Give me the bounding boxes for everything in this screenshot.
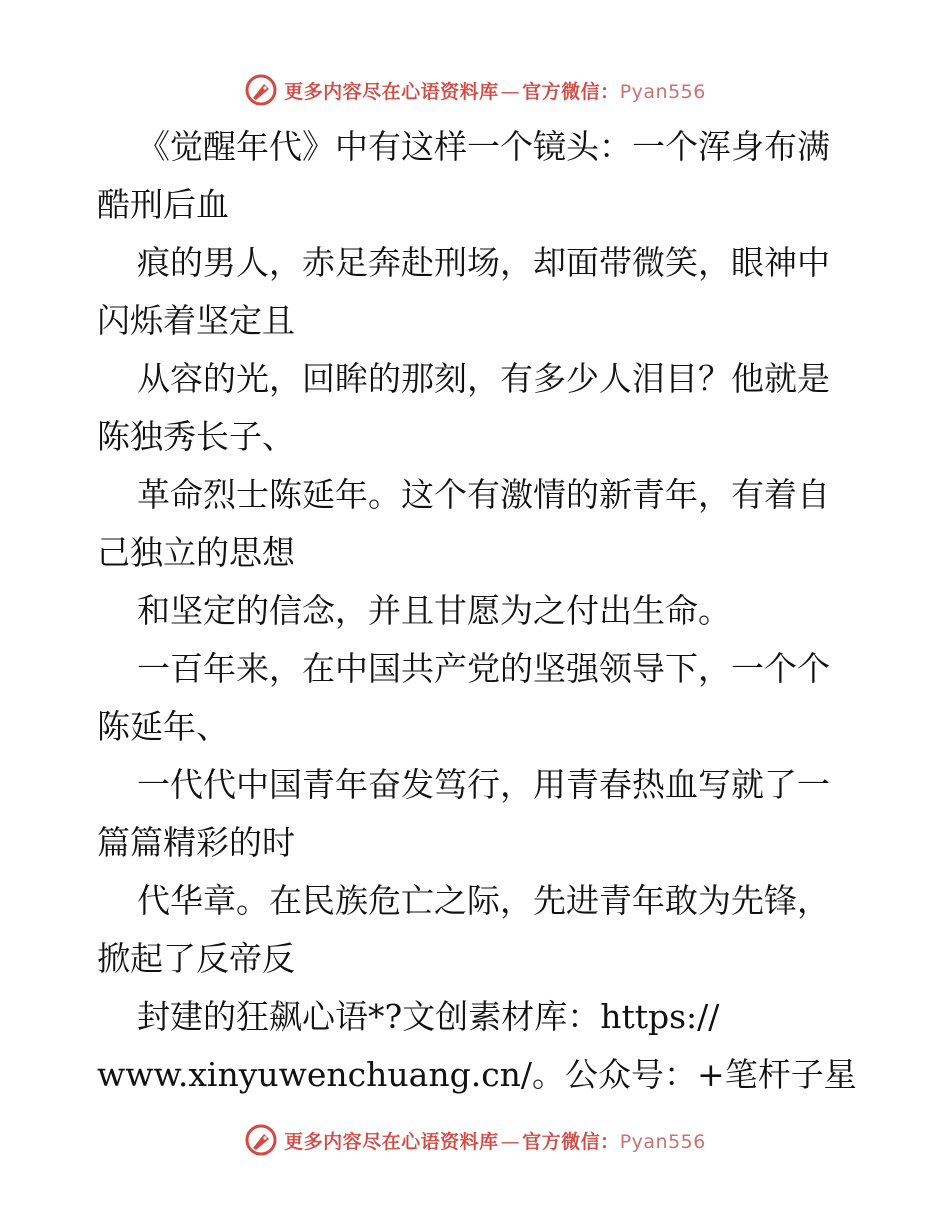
header-banner-text	[284, 77, 706, 104]
header-separator: —	[500, 80, 521, 103]
text-line: 痕的男人，赤足奔赴刑场，却面带微笑，眼神中	[137, 243, 830, 282]
pen-nib-logo-icon	[244, 1123, 278, 1157]
footer-banner-text	[284, 1127, 706, 1154]
document-body	[97, 118, 857, 1104]
header-wechat-label: 官方微信：	[522, 80, 620, 103]
header-wechat-id: Pyan556	[619, 80, 706, 103]
text-line: 酷刑后血	[97, 185, 229, 224]
text-line: 掀起了反帝反	[97, 939, 295, 978]
footer-main-text: 更多内容尽在心语资料库	[284, 1130, 499, 1153]
text-line: 陈独秀长子、	[97, 417, 295, 456]
footer-wechat-label: 官方微信：	[522, 1130, 620, 1153]
text-line: 己独立的思想	[97, 533, 295, 572]
text-line: 一百年来，在中国共产党的坚强领导下，一个个	[137, 649, 830, 688]
text-line: 革命烈士陈延年。这个有激情的新青年，有着自	[137, 475, 830, 514]
text-line: 闪烁着坚定且	[97, 301, 295, 340]
text-line: 封建的狂飙心语*?文创素材库：https://	[137, 997, 720, 1036]
footer-wechat-id: Pyan556	[619, 1130, 706, 1153]
text-line: 从容的光，回眸的那刻，有多少人泪目？他就是	[137, 359, 830, 398]
text-line: 一代代中国青年奋发笃行，用青春热血写就了一	[137, 765, 830, 804]
text-line: 《觉醒年代》中有这样一个镜头：一个浑身布满	[137, 127, 830, 166]
text-line: 陈延年、	[97, 707, 229, 746]
text-line: 代华章。在民族危亡之际，先进青年敢为先锋，	[137, 881, 830, 920]
pen-nib-logo-icon	[244, 73, 278, 107]
footer-banner	[0, 1120, 950, 1160]
text-line: www.xinyuwenchuang.cn/。公众号：+笔杆子星	[97, 1055, 857, 1094]
text-line: 篇篇精彩的时	[97, 823, 295, 862]
header-main-text: 更多内容尽在心语资料库	[284, 80, 499, 103]
text-line: 和坚定的信念，并且甘愿为之付出生命。	[137, 591, 731, 630]
footer-separator: —	[500, 1130, 521, 1153]
header-banner	[0, 70, 950, 110]
